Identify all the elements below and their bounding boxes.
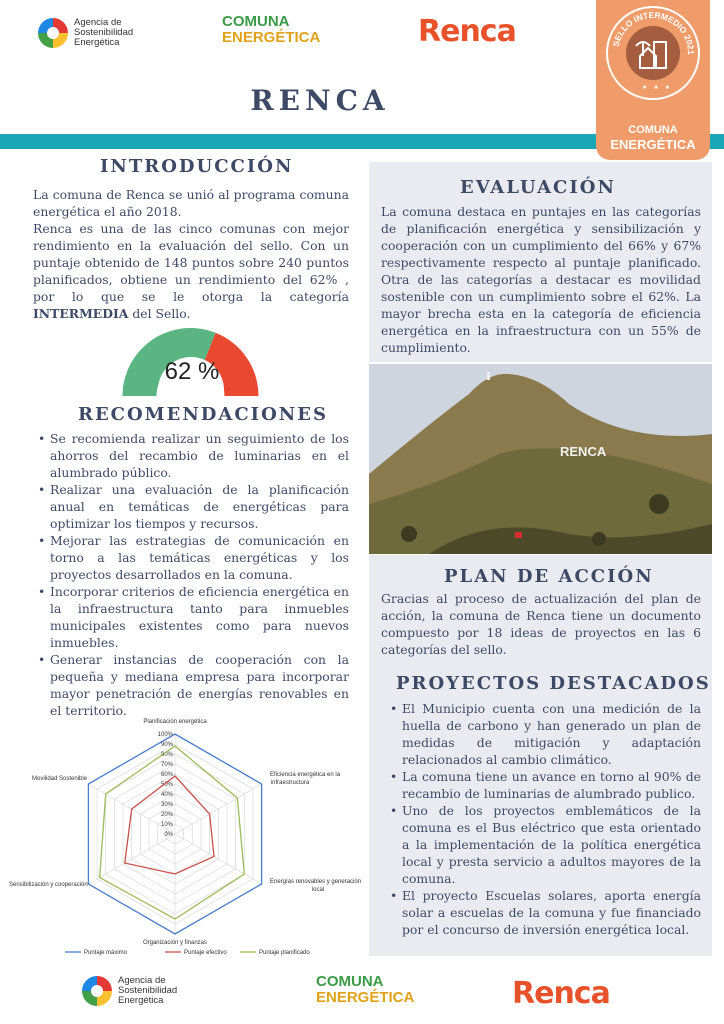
radar-axis-label: Energías renovables y generación (270, 879, 362, 885)
list-item: • Generar instancias de cooperación con la pequeña y mediana empresa para incorporar mayor penetración de energías renovables en el territorio. (36, 651, 349, 719)
svg-text:SELLO INTERMEDIO 2021: SELLO INTERMEDIO 2021 (610, 9, 697, 55)
comuna-energetica-logo (222, 14, 320, 46)
radar-tick-label: 40% (160, 792, 173, 798)
agency-sun-icon (38, 18, 68, 48)
seal-city-icon (626, 26, 680, 80)
list-item: • Realizar una evaluación de la planificación anual en temáticas de energéticas para optimizar los tiempos y recursos. (36, 481, 349, 532)
proyectos-list (388, 700, 701, 938)
seal-ring (606, 6, 700, 100)
radar-axis-label: Sensibilización y cooperación (9, 882, 88, 888)
radar-axis-label: Movilidad Sostenible (32, 776, 88, 782)
renca-hill-photo (369, 364, 712, 554)
list-item: • El proyecto Escuelas solares, aporta energía solar a escuelas de la comuna y fue financiado por el concurso de inversión energética local. (388, 887, 701, 938)
proyectos-heading: PROYECTOS DESTACADOS (396, 673, 711, 694)
radar-tick-label: 10% (160, 822, 173, 828)
seal-stars-icon: ★★★ (642, 84, 677, 91)
sello-intermedio-badge (596, 0, 710, 160)
radar-tick-label: 90% (160, 742, 173, 748)
radar-axis-label: Planificación energética (143, 719, 207, 725)
radar-tick-label: 100% (157, 732, 173, 738)
gauge-value-label: 62 % (164, 358, 220, 385)
plan-heading: PLAN DE ACCIÓN (444, 566, 654, 587)
photo-sign-text: RENCA (560, 444, 607, 459)
radar-tick-label: 20% (160, 812, 173, 818)
radar-tick-label: 80% (160, 752, 173, 758)
footer-agency-logo (82, 976, 177, 1006)
page-title: RENCA (250, 84, 390, 117)
recomendaciones-list (36, 430, 349, 719)
footer-agency-text: Agencia de Sostenibilidad Energética (118, 975, 178, 1006)
legend-label: Puntaje efectivo (184, 950, 227, 956)
evaluacion-heading: EVALUACIÓN (460, 177, 616, 198)
legend-label: Puntaje máximo (84, 950, 128, 956)
intro-p2-end: del Sello. (128, 306, 191, 321)
renca-logo (418, 14, 516, 49)
intro-p2-text: Renca es una de las cinco comunas con mejor rendimiento en la evaluación del sello. Con un puntaje obtenido de 148 puntos sobre 240 puntos planificados, obtiene un rendimiento del 62% , por lo que se le otorga la categoría (33, 221, 349, 304)
intro-category-bold: INTERMEDIA (33, 306, 129, 321)
seal-line2: ENERGÉTICA (610, 137, 696, 152)
recomendaciones-heading: RECOMENDACIONES (78, 404, 328, 425)
comuna-logo-line1: COMUNA (222, 13, 290, 30)
list-item: • La comuna tiene un avance en torno al 90% de recambio de luminarias de alumbrado publico. (388, 768, 701, 802)
list-item: • Uno de los proyectos emblemáticos de la comuna es el Bus eléctrico que esta orientado a la implementación de la política energética local y presta servicio a adultos mayores de la comuna. (388, 802, 701, 887)
footer-logos (0, 972, 724, 1017)
footer-comuna-line1: COMUNA (316, 973, 384, 990)
radar-axis-label: local (311, 887, 325, 893)
intro-text (33, 186, 349, 322)
list-item: • Se recomienda realizar un seguimiento de los ahorros del recambio de luminarias en el alumbrado público. (36, 430, 349, 481)
agency-logo (38, 18, 133, 48)
radar-tick-label: 30% (160, 802, 173, 808)
intro-paragraph-1: La comuna de Renca se unió al programa comuna energética el año 2018. (33, 187, 349, 219)
list-item: • El Municipio cuenta con una medición de la huella de carbono y han generado un plan de medidas de mitigación y adaptación relacionados al cambio climático. (388, 700, 701, 768)
intro-paragraph-2 (33, 220, 349, 322)
evaluacion-text: La comuna destaca en puntajes en las categorías de planificación energética y sensibilización y cooperación con un cumplimiento del 66% y 67% respectivamente respecto al puntaje planificado. Otra de las categorías a destacar es movilidad sostenible con un cumplimiento sobre el 62%. La mayor brecha esta en la categoría de eficiencia energética en la infraestructura con un 55% de cumplimiento. (381, 204, 701, 355)
renca-logo-text: Renca (418, 14, 516, 49)
radar-tick-label: 0% (164, 832, 173, 838)
footer-comuna-line2: ENERGÉTICA (316, 989, 415, 1006)
list-item: • Incorporar criterios de eficiencia energética en la infraestructura tanto para inmuebles municipales existentes como para nuevos inmuebles. (36, 583, 349, 651)
radar-axis-label: infraestructura (270, 780, 310, 786)
radar-chart (0, 714, 362, 962)
radar-tick-label: 50% (160, 782, 173, 788)
footer-renca-text: Renca (512, 976, 610, 1011)
intro-heading: INTRODUCCIÓN (100, 156, 294, 177)
agency-sun-icon (82, 976, 112, 1006)
footer-comuna-logo (316, 974, 414, 1006)
footer-renca-logo (512, 976, 610, 1011)
radar-tick-label: 60% (160, 772, 173, 778)
list-item: • Mejorar las estrategias de comunicación en torno a las temáticas energéticas y los proyectos desarrollados en la comuna. (36, 532, 349, 583)
radar-axis-label: Organización y finanzas (142, 940, 208, 946)
comuna-logo-line2: ENERGÉTICA (222, 29, 321, 46)
radar-axis-label: Eficiencia energética en la (270, 772, 341, 778)
agency-logo-text: Agencia de Sostenibilidad Energética (74, 17, 134, 48)
seal-line1: COMUNA (628, 124, 678, 136)
legend-label: Puntaje planificado (259, 950, 310, 956)
plan-text: Gracias al proceso de actualización del plan de acción, la comuna de Renca tiene un documento compuesto por 18 ideas de proyectos en las 6 categorías del sello. (381, 591, 701, 657)
radar-tick-label: 70% (160, 762, 173, 768)
